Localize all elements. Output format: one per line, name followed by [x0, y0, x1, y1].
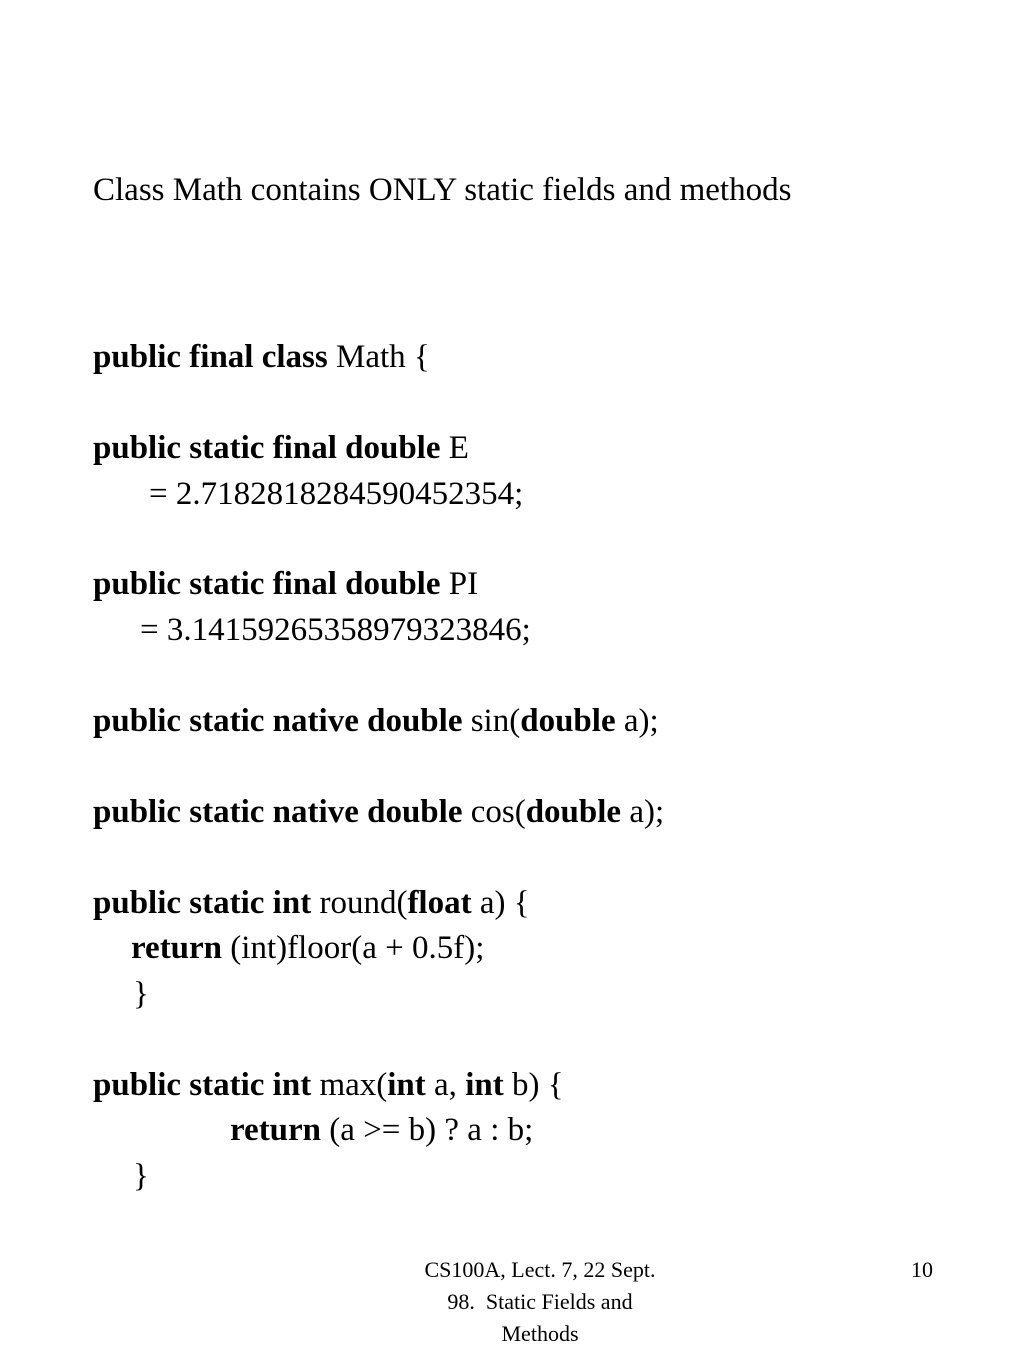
code-text: max(: [311, 1067, 388, 1103]
code-keyword: public static native double: [93, 794, 463, 830]
round-body-line: [131, 928, 484, 968]
sin-declaration-line: [93, 701, 659, 741]
code-text: (int)floor(a + 0.5f);: [222, 930, 485, 966]
code-text: a,: [425, 1067, 466, 1103]
code-text: a);: [621, 794, 665, 830]
code-text: E: [440, 430, 469, 466]
code-text: PI: [440, 566, 479, 602]
code-keyword: public static final double: [93, 566, 441, 602]
code-keyword: public static native double: [93, 703, 463, 739]
code-keyword: public static int: [93, 885, 312, 921]
pi-value-line: = 3.14159265358979323846;: [140, 612, 531, 648]
e-value-line: = 2.7182818284590452354;: [149, 476, 524, 512]
code-keyword: return: [131, 930, 223, 966]
code-keyword: int: [387, 1067, 426, 1103]
slide-footer: [340, 1254, 740, 1350]
code-keyword: public static final double: [93, 430, 441, 466]
page-number: 10: [911, 1257, 933, 1282]
cos-declaration-line: [93, 792, 664, 832]
round-declaration-line: [93, 883, 530, 923]
code-keyword: public static int: [93, 1067, 312, 1103]
code-text: sin(: [462, 703, 521, 739]
max-declaration-line: [93, 1065, 564, 1105]
max-closing-brace: }: [133, 1158, 149, 1194]
code-keyword: public final class: [93, 339, 328, 375]
footer-line: 98. Static Fields and: [447, 1289, 633, 1314]
class-declaration-line: [93, 337, 430, 377]
e-declaration-line: [93, 428, 469, 468]
code-text: round(: [311, 885, 408, 921]
round-closing-brace: }: [133, 976, 149, 1012]
pi-declaration-line: [93, 564, 478, 604]
code-keyword: return: [230, 1112, 322, 1148]
code-text: cos(: [462, 794, 526, 830]
code-text: a) {: [471, 885, 530, 921]
code-keyword: float: [407, 885, 472, 921]
code-text: b) {: [503, 1067, 564, 1103]
code-keyword: double: [525, 794, 622, 830]
code-keyword: int: [465, 1067, 504, 1103]
max-body-line: [230, 1110, 533, 1150]
code-text: a);: [615, 703, 659, 739]
code-keyword: double: [520, 703, 616, 739]
code-text: (a >= b) ? a : b;: [321, 1112, 534, 1148]
code-text: Math {: [327, 339, 430, 375]
footer-line: Methods: [501, 1321, 579, 1346]
slide-heading: Class Math contains ONLY static fields and methods: [93, 172, 792, 208]
footer-line: CS100A, Lect. 7, 22 Sept.: [424, 1257, 656, 1282]
